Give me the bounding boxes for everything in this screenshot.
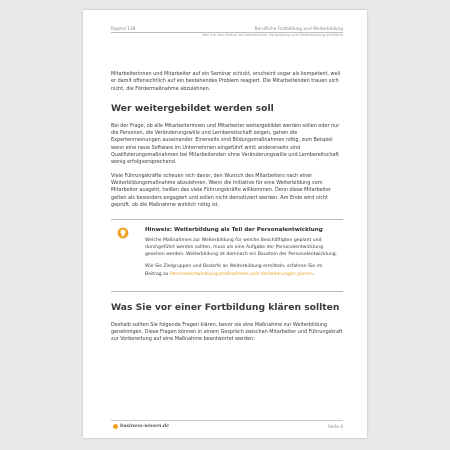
lightbulb-icon <box>117 227 129 239</box>
document-page <box>83 10 367 438</box>
footer-divider <box>111 420 343 421</box>
logo-dot-icon <box>113 424 118 429</box>
hint-title: Hinweis: Weiterbildung als Teil der Personalentwicklung <box>145 227 323 234</box>
section-heading-wer-weitergebildet: Wer weitergebildet werden soll <box>111 102 274 114</box>
footer-logo <box>113 424 169 429</box>
page-content <box>111 71 343 350</box>
header-section-title: Berufliche Fortbildung und Weiterbildung <box>254 27 343 32</box>
section1-paragraph-2: Viele Führungskräfte scheuen sich davor, den Wunsch des Mitarbeiters nach einer Weiterbildungsmaßnahme abzulehnen. Wenn die Initiative für eine Weiterbildung vom Mitarbeiter ausgeht, heißen das viele Führungskräfte willkommen. Denn diese Mitarbeiter gelten als besonders engagiert und sollen nicht demotiviert werden. Am Ende wird nicht geprüft, ob die Maßnahme wirklich nötig ist. <box>111 172 332 208</box>
page-number: Seite 4 <box>328 425 343 430</box>
section2-paragraph: Deshalb sollten Sie folgende Fragen klären, bevor sie eine Maßnahme zur Weiterbildung genehmigen. Diese Fragen können in einem Gespräch zwischen Mitarbeiter und Führungskraft zur Vorbereitung auf eine Maßnahme beantwortet werden: <box>111 321 343 343</box>
intro-paragraph: Mitarbeiterinnen und Mitarbeiter auf ein Seminar schickt, erscheint sogar als kompetent, weil er damit offensichtlich auf ein bestehendes Problem reagiert. Die Mitarbeitenden trauen sich nicht, die Fördermaßnahme abzulehnen. <box>111 71 341 92</box>
hint-link-end: . <box>312 271 315 277</box>
hint-link-paragraph <box>145 263 339 277</box>
header-chapter: Kapitel 138 <box>111 27 136 32</box>
logo-text: business-wissen.de <box>120 424 170 429</box>
personalentwicklung-link[interactable]: Personalentwicklungsmaßnahmen und Veränderungen planen <box>169 271 313 277</box>
section-heading-was-klaeren: Was Sie vor einer Fortbildung klären sollten <box>111 301 340 313</box>
header-subtitle: Wie Sie den Bedarf an betrieblicher Fortbildung und Weiterbildung ermitteln <box>202 33 343 37</box>
hint-box <box>111 219 343 291</box>
section1-paragraph-1: Bei der Frage, ob alle Mitarbeiterinnen und Mitarbeiter weitergebildet werden sollen oder nur die Personen, die Veränderungswille und Lernbereitschaft zeigen, gehen die Expertenmeinungen auseinander. Einerseits sind Bildungsmaßnahmen nötig, zum Beispiel wenn eine neue Software im Unternehmen eingeführt wird; andererseits sind Qualifizierungsmaßnahmen bei Mitarbeitenden ohne Veränderungswille und Lernbereitschaft wenig erfolgversprechend. <box>111 122 340 166</box>
hint-text: Welche Maßnahmen zur Weiterbildung für welche Beschäftigten geplant und durchgeführt werden sollten, muss als eine Aufgabe der Personalentwicklung gesehen werden. Weiterbildung ist demnach ein Baustein der Personalentwicklung. <box>145 238 338 258</box>
hint-link-intro: Wie Sie Zielgruppen und Bedarfe an Weiterbildung ermitteln, erfahren Sie im Beitrag zu <box>145 264 323 277</box>
